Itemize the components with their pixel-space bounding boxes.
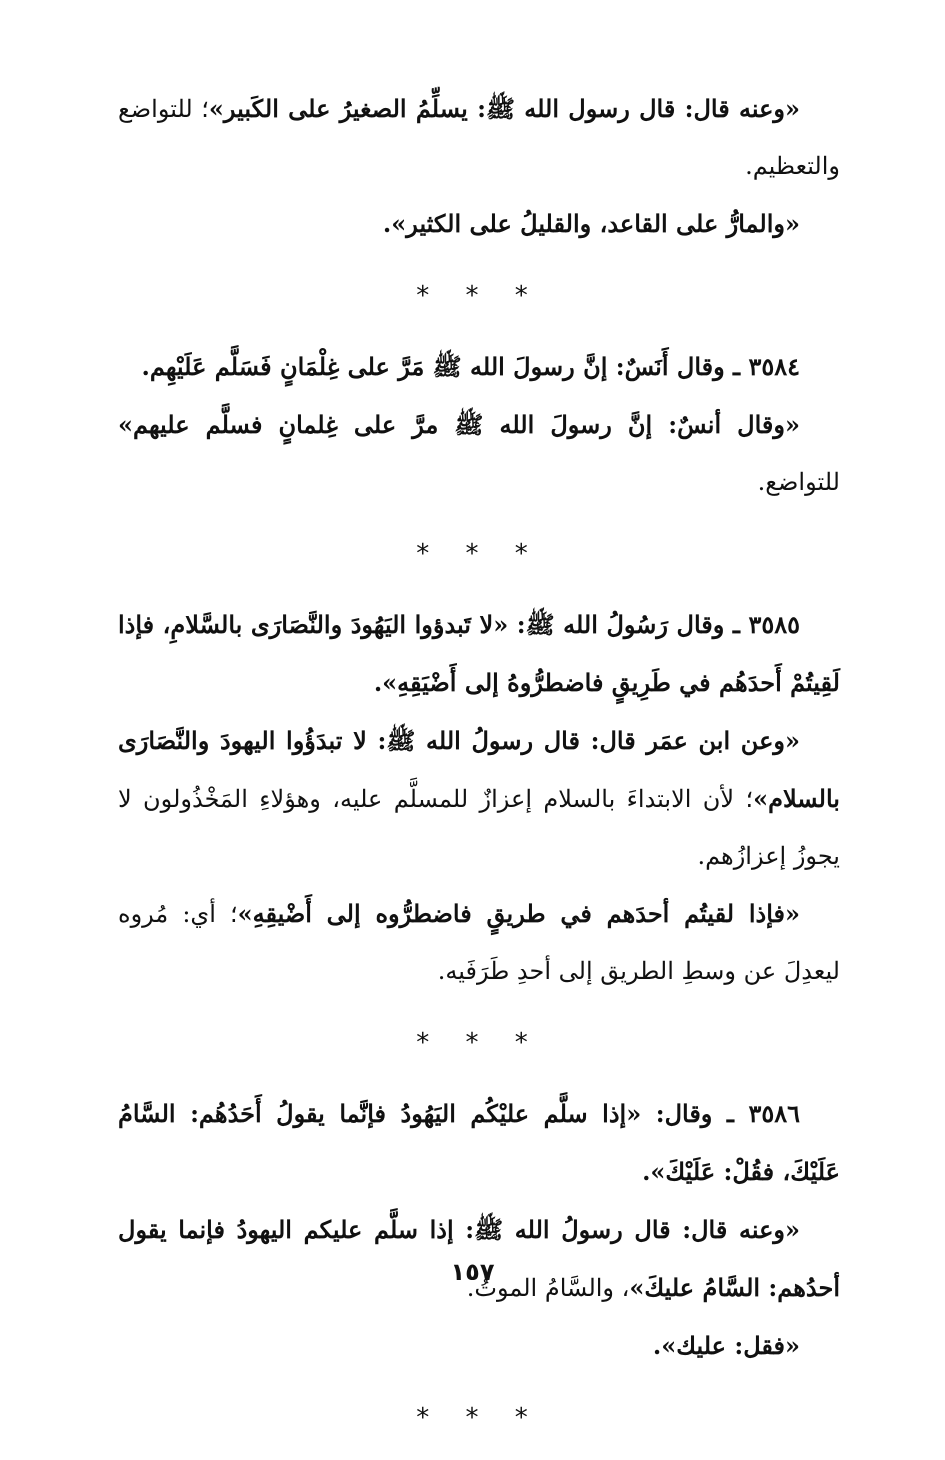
hadith-text: «وعن ابن عمَر قال: قال رسولُ الله ﷺ: لا تبدَؤُوا اليهودَ والنَّصَارَى بالسلام» [118,726,840,813]
text-paragraph [118,396,840,511]
hadith-text: «وقال أنسٌ: إنَّ رسولَ الله ﷺ مرَّ على غِلمانٍ فسلَّم عليهم» [118,410,800,439]
text-paragraph [118,1085,840,1201]
hadith-text: «وعنه قال: قال رسول الله ﷺ: يسلِّمُ الصغيرُ على الكَبير» [208,94,800,123]
hadith-text: ٣٥٨٥ ـ وقال رَسُولُ الله ﷺ: «لا تَبدؤوا اليَهُودَ والنَّصَارَى بالسَّلامِ، فإذا لَقِيتُمْ أَحدَهُم في طَرِيقٍ فاضطرُّوهُ إلى أَضْيَقِهِ». [118,610,840,697]
separator-stars: * * * [416,538,542,569]
separator-stars: * * * [416,1027,542,1058]
section-separator [118,253,840,338]
commentary-text: ؛ للتواضع والتعظيم. [118,95,840,180]
hadith-text: «فقل: عليك». [652,1331,800,1360]
section-separator [118,1000,840,1085]
text-paragraph [118,885,840,1000]
text-paragraph [118,596,840,712]
text-paragraph [118,195,840,253]
commentary-text: للتواضع. [757,468,840,496]
hadith-text: «والمارُّ على القاعد، والقليلُ على الكثير». [382,209,800,238]
text-paragraph [118,712,840,885]
page-body [118,80,840,1460]
commentary-text: ، والسَّامُ الموتُ. [466,1274,630,1302]
separator-stars: * * * [416,280,542,311]
separator-stars: * * * [416,1402,542,1433]
section-separator [118,1375,840,1460]
text-paragraph [118,1317,840,1375]
hadith-text: «فإذا لقيتُم أحدَهم في طريقٍ فاضطرُّوه إلى أَضْيقِهِ» [237,899,801,928]
hadith-text: ٣٥٨٤ ـ وقال أَنَسٌ: إنَّ رسولَ الله ﷺ مَرَّ على غِلْمَانٍ فَسَلَّم عَلَيْهِم. [141,352,800,381]
hadith-text: ٣٥٨٦ ـ وقال: «إذا سلَّم عليْكُم اليَهُودُ فإنَّما يقولُ أَحَدُهُم: السَّامُ عَلَيْكَ، فقُلْ: عَلَيْكَ». [118,1099,840,1186]
commentary-text: ؛ لأن الابتداءَ بالسلام إعزازٌ للمسلَّم عليه، وهؤلاءِ المَخْذُولون لا يجوزُ إعزازُهم. [118,785,840,870]
section-separator [118,511,840,596]
text-paragraph [118,338,840,396]
text-paragraph [118,80,840,195]
page-number: ١٥٧ [450,1258,495,1286]
commentary-text: ؛ أي: مُروه ليعدِلَ عن وسطِ الطريق إلى أحدِ طَرَفَيه. [118,900,840,985]
hadith-text: «وعنه قال: قال رسولُ الله ﷺ: إذا سلَّم عليكم اليهودُ فإنما يقول أحدُهم: السَّامُ عليكَ» [118,1215,840,1302]
